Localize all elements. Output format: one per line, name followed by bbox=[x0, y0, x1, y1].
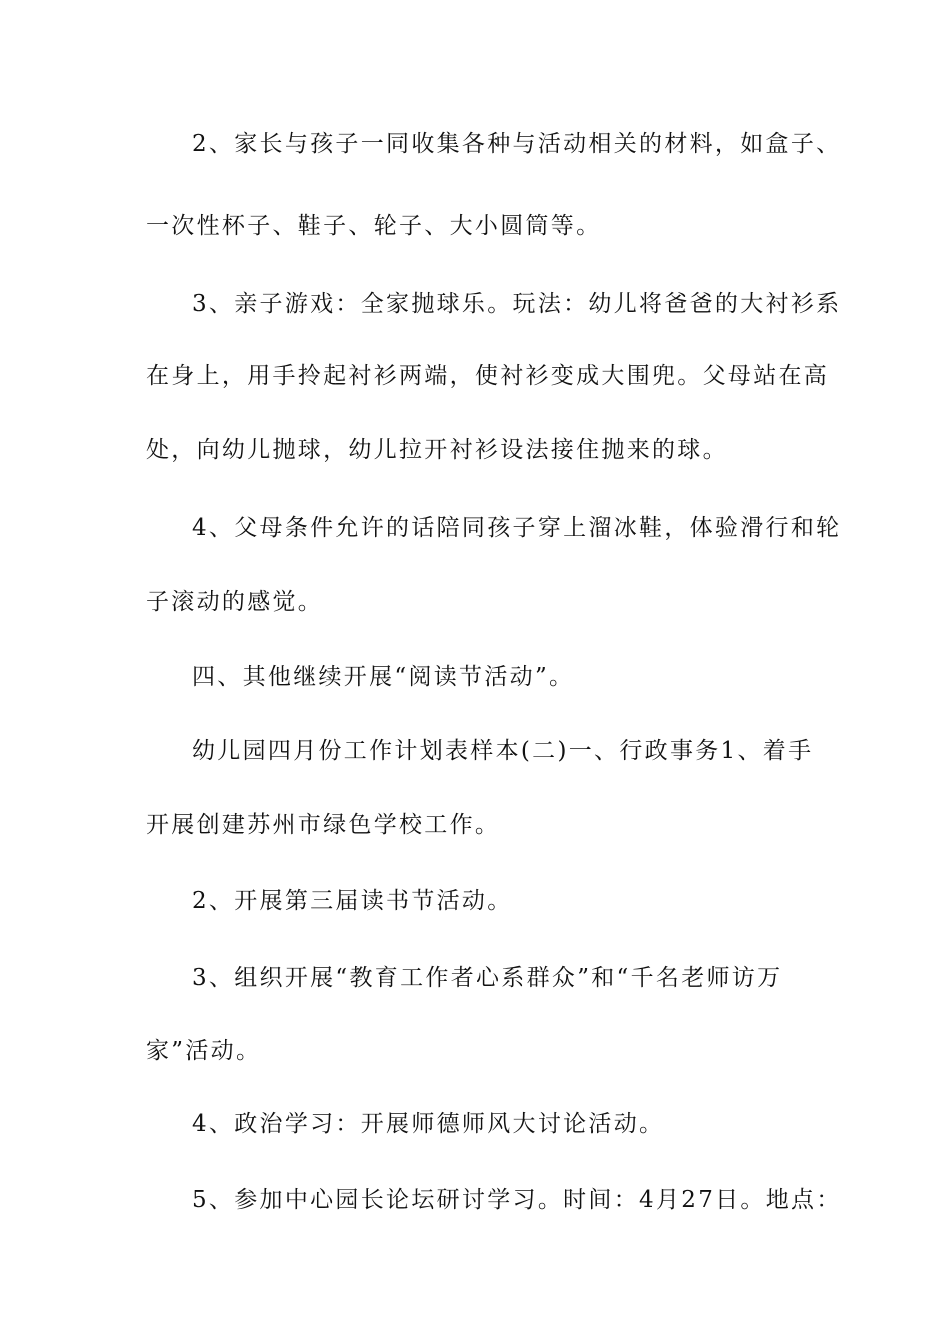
paragraph-line: 5、参加中心园长论坛研讨学习。时间：4月27日。地点： bbox=[192, 1187, 842, 1213]
paragraph-line: 一次性杯子、鞋子、轮子、大小圆筒等。 bbox=[146, 213, 602, 239]
paragraph-line: 4、父母条件允许的话陪同孩子穿上溜冰鞋，体验滑行和轮 bbox=[192, 515, 842, 541]
paragraph-line: 处，向幼儿抛球，幼儿拉开衬衫设法接住抛来的球。 bbox=[146, 437, 728, 463]
paragraph-line: 在身上，用手拎起衬衫两端，使衬衫变成大围兜。父母站在高 bbox=[146, 363, 830, 389]
paragraph-line: 2、开展第三届读书节活动。 bbox=[192, 888, 513, 914]
paragraph-line: 开展创建苏州市绿色学校工作。 bbox=[146, 812, 501, 838]
paragraph-line: 2、家长与孩子一同收集各种与活动相关的材料，如盒子、 bbox=[192, 131, 842, 157]
paragraph-line: 4、政治学习：开展师德师风大讨论活动。 bbox=[192, 1111, 665, 1137]
paragraph-line: 3、组织开展“教育工作者心系群众”和“千名老师访万 bbox=[192, 965, 783, 991]
paragraph-line: 家”活动。 bbox=[146, 1038, 262, 1064]
paragraph-line: 3、亲子游戏：全家抛球乐。玩法：幼儿将爸爸的大衬衫系 bbox=[192, 291, 842, 317]
paragraph-line: 幼儿园四月份工作计划表样本(二)一、行政事务1、着手 bbox=[192, 738, 814, 764]
paragraph-line: 四、其他继续开展“阅读节活动”。 bbox=[192, 664, 575, 690]
paragraph-line: 子滚动的感觉。 bbox=[146, 589, 324, 615]
